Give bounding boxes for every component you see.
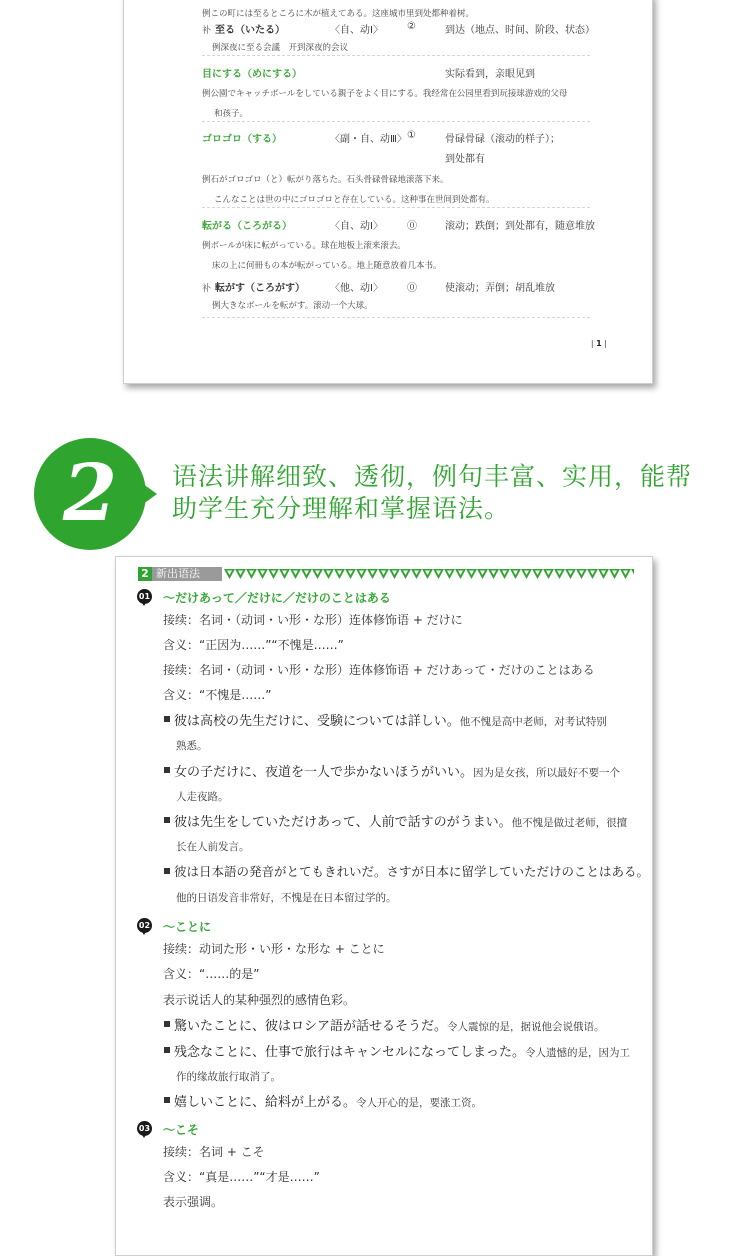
bullet-icon: [164, 1047, 170, 1053]
grammar-title: ～だけあって／だけに／だけのことはある: [163, 591, 391, 605]
example-sentence: [174, 710, 607, 729]
example-cn-cont: 长在人前发言。: [176, 841, 250, 853]
vocab-example-line: 例公園でキャッチボールをしている親子をよく目にする。我经常在公园里看到玩接球游戏的父母: [202, 89, 568, 99]
grammar-line: 含义：“正因为……”“不愧是……”: [163, 638, 344, 652]
bullet-icon: [164, 1097, 170, 1103]
section-number: 2: [138, 567, 152, 581]
example-cn: 他不愧是做过老师，很擅: [511, 817, 628, 829]
example-cn: 他不愧是高中老师，对考试特别: [459, 716, 607, 728]
grammar-line: 接续：动词た形・い形・な形な + ことに: [163, 942, 385, 956]
vocab-example-line: 例深夜に至る会議 开到深夜的会议: [212, 43, 349, 53]
grammar-pin-01: 01: [137, 589, 152, 604]
divider: [202, 121, 590, 122]
supplement-tag: 补: [202, 284, 212, 294]
example-jp: 女の子だけに、夜道を一人で歩かないほうがいい。: [174, 765, 474, 780]
top-page-card: [123, 0, 653, 384]
divider: [202, 207, 590, 208]
vocab-example-line: こんなことは世の中にゴロゴロと存在している。这种事在世间到处都有。: [214, 195, 495, 205]
supplement-tag: 补: [202, 26, 212, 36]
divider: [202, 55, 590, 56]
bullet-icon: [164, 868, 170, 874]
vocab-example-line: 床の上に何冊もの本が転がっている。地上随意放着几本书。: [212, 261, 442, 271]
vocab-example-line: 例石がゴロゴロ（と）転がり落ちた。石头骨碌骨碌地滚落下来。: [202, 175, 449, 185]
example-sentence: [174, 761, 620, 780]
bullet-icon: [164, 1021, 170, 1027]
accent-number: ②: [407, 21, 416, 32]
vocab-word: 転がす（ころがす）: [215, 283, 306, 294]
vocab-meaning: 到达（地点、时间、阶段、状态）: [445, 25, 595, 36]
example-jp: 彼は日本語の発音がとてもきれいだ。さすが日本に留学していただけのことはある。: [174, 864, 650, 879]
vocab-meaning: 实际看到，亲眼见到: [445, 69, 535, 80]
grammar-line: 接续：名词・（动词・い形・な形）连体修饰语 + だけあって・だけのことはある: [163, 663, 595, 677]
vocab-meaning-cont: 到处都有: [445, 154, 485, 165]
vocab-entry-gorogoro: ゴロゴロ（する）: [202, 134, 282, 145]
part-of-speech: 〈自、动Ⅰ〉: [330, 25, 383, 36]
bullet-icon: [164, 767, 170, 773]
vocab-word: 至る（いたる）: [215, 25, 286, 36]
vocab-meaning: 使滚动；弄倒；胡乱堆放: [445, 283, 555, 294]
example-cn: 令人遗憾的是，因为工: [525, 1047, 631, 1059]
example-cn-cont: 人走夜路。: [176, 791, 229, 803]
grammar-title: ～こそ: [163, 1123, 200, 1137]
vocab-entry-menisuru: 目にする（めにする）: [202, 69, 302, 80]
part-of-speech: 〈副・自、动Ⅲ〉: [330, 134, 407, 145]
accent-number: ①: [407, 130, 416, 141]
vocab-entry-korogaru: 転がる（ころがる）: [202, 221, 292, 232]
example-cn-cont: 他的日语发音非常好，不愧是在日本留过学的。: [176, 892, 397, 904]
feature-badge-number: 2: [62, 448, 118, 539]
vocab-example-line: 和孩子。: [214, 109, 249, 119]
page-number: | 1 |: [590, 339, 607, 348]
vocab-meaning: 滚动；跌倒；到处都有，随意堆放: [445, 221, 595, 232]
page-number-value: 1: [596, 339, 602, 348]
grammar-title: ～ことに: [163, 920, 212, 934]
vocab-example-line: 例ボールが床に転がっている。球在地板上滚来滚去。: [202, 241, 406, 251]
part-of-speech: 〈他、动Ⅰ〉: [330, 283, 383, 294]
example-cn: 因为是女孩，所以最好不要一个: [473, 767, 621, 779]
section-title: 新出语法: [152, 567, 222, 581]
grammar-pin-03: 03: [137, 1121, 152, 1136]
grammar-pin-02: 02: [137, 918, 152, 933]
example-jp: 彼は先生をしていただけあって、人前で話すのがうまい。: [174, 815, 512, 830]
example-sentence: [174, 1015, 605, 1034]
feature-headline: 语法讲解细致、透彻，例句丰富、实用，能帮助学生充分理解和掌握语法。: [172, 462, 693, 523]
grammar-line: 含义：“真是……”“才是……”: [163, 1170, 320, 1184]
grammar-line: 接续：名词 + こそ: [163, 1145, 265, 1159]
grammar-line: 含义：“不愧是……”: [163, 688, 272, 702]
example-jp: 嬉しいことに、給料が上がる。: [174, 1095, 357, 1110]
accent-number: ⓪: [407, 221, 417, 232]
grammar-line: 含义：“……的是”: [163, 967, 260, 981]
grammar-line: 表示说话人的某种强烈的感情色彩。: [163, 993, 356, 1007]
part-of-speech: 〈自、动Ⅰ〉: [330, 221, 383, 232]
example-sentence: [174, 1041, 630, 1060]
example-sentence: [174, 862, 649, 880]
vocab-entry-itaru: [202, 21, 285, 36]
bullet-icon: [164, 817, 170, 823]
example-jp: 驚いたことに、彼はロシア語が話せるそうだ。: [174, 1019, 448, 1034]
example-sentence: [174, 811, 627, 830]
example-cn-cont: 作的缘故旅行取消了。: [176, 1071, 281, 1083]
example-jp: 彼は高校の先生だけに、受験については詳しい。: [174, 714, 460, 729]
example-cn-cont: 熟悉。: [176, 740, 208, 752]
grammar-line: 接续：名词・（动词・い形・な形）连体修饰语 + だけに: [163, 613, 463, 627]
zigzag-decoration: [224, 568, 634, 580]
vocab-entry-korogasu: [202, 279, 305, 294]
accent-number: ⓪: [407, 283, 417, 294]
vocab-example-line: 例大きなボールを転がす。滚动一个大球。: [212, 301, 373, 311]
divider: [202, 317, 590, 318]
example-cn: 令人开心的是，要涨工资。: [356, 1097, 483, 1109]
vocab-meaning: 骨碌骨碌（滚动的样子）；: [445, 134, 560, 145]
example-cn: 令人震惊的是，据说他会说俄语。: [447, 1021, 605, 1033]
example-jp: 残念なことに、仕事で旅行はキャンセルになってしまった。: [174, 1045, 526, 1060]
vocab-example-line: 例この町には至るところに木が植えてある。这座城市里到处都种着树。: [202, 9, 475, 19]
grammar-line: 表示强调。: [163, 1195, 224, 1209]
example-sentence: [174, 1091, 482, 1110]
bullet-icon: [164, 716, 170, 722]
